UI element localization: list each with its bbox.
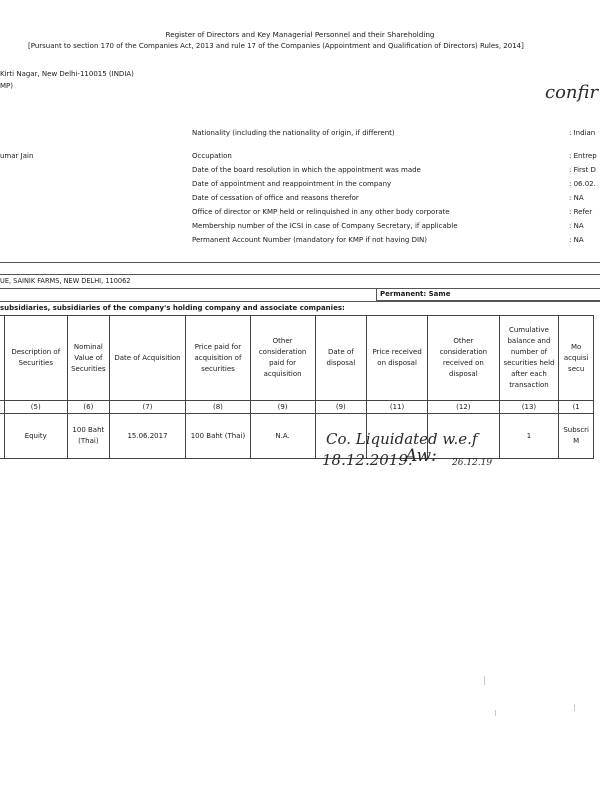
present-address: UE, SAINIK FARMS, NEW DELHI, 110062	[0, 277, 131, 285]
table-header-cell: Price received on disposal	[367, 316, 428, 401]
detail-value: : NA	[569, 222, 584, 230]
column-number: (5)	[4, 401, 68, 414]
column-number: (13)	[499, 401, 559, 414]
detail-value: : First D	[569, 166, 596, 174]
handwritten-liquidated-note: Co. Liquidated w.e.f	[326, 430, 478, 448]
handwritten-liquidated-date: 18.12.2019.	[322, 451, 413, 469]
table-cell: Equity	[4, 414, 68, 459]
scan-speck	[495, 710, 496, 716]
detail-value: : NA	[569, 194, 584, 202]
column-number: (9)	[250, 401, 315, 414]
table-header-cell: Date of Acquisition	[109, 316, 186, 401]
detail-label: Occupation	[192, 152, 232, 160]
table-header-cell: Cumulative balance and number of securities held after each transaction	[499, 316, 559, 401]
table-cell: Subscri M	[559, 414, 594, 459]
table-header-cell: Other consideration received on disposal	[428, 316, 499, 401]
table-header-cell: Mo acquisi secu	[559, 316, 594, 401]
detail-value: : Indian	[569, 129, 596, 137]
table-cell: 1	[499, 414, 559, 459]
handwritten-signature-date: 26.12.19	[452, 458, 493, 468]
detail-label: Permanent Account Number (mandatory for KMP if not having DIN)	[192, 236, 427, 244]
detail-label: Date of appointment and reappointment in the company	[192, 180, 392, 188]
register-title: Register of Directors and Key Managerial Personnel and their Shareholding	[165, 30, 435, 39]
kmp-label: MP)	[0, 82, 13, 90]
handwritten-confirm: confir	[545, 82, 599, 103]
table-header-cell: Price paid for acquisition of securities	[186, 316, 250, 401]
divider	[0, 301, 600, 302]
subsidiaries-heading: subsidiaries, subsidiaries of the company's holding company and associate companies:	[0, 304, 345, 312]
detail-value: : Refer	[569, 208, 593, 216]
table-header-cell: Other consideration paid for acquisition	[250, 316, 315, 401]
column-number: (6)	[68, 401, 110, 414]
scan-speck	[574, 704, 575, 711]
detail-label: Office of director or KMP held or relinquished in any other body corporate	[192, 208, 450, 216]
table-cell: 100 Baht (Thai)	[186, 414, 250, 459]
detail-value: : Entrep	[569, 152, 597, 160]
securities-table	[0, 315, 594, 459]
column-number: (9)	[315, 401, 367, 414]
handwritten-signature: Aw:	[405, 446, 437, 466]
scan-speck	[484, 676, 485, 685]
column-number: (11)	[367, 401, 428, 414]
detail-value: : 06.02.	[569, 180, 596, 188]
table-row	[0, 414, 594, 459]
divider	[0, 262, 600, 263]
company-address: Kirti Nagar, New Delhi-110015 (INDIA)	[0, 70, 134, 78]
table-cell: N.A.	[250, 414, 315, 459]
table-cell: 15.06.2017	[109, 414, 186, 459]
table-cell: 100 Baht (Thai)	[68, 414, 110, 459]
divider	[0, 274, 600, 275]
director-name: umar Jain	[0, 152, 34, 160]
detail-label: Date of the board resolution in which the appointment was made	[192, 166, 421, 174]
permanent-address: Permanent: Same	[380, 290, 451, 298]
detail-label: Membership number of the ICSI in case of Company Secretary, if applicable	[192, 222, 458, 230]
table-header-cell: Nominal Value of Securities	[68, 316, 110, 401]
table-header-cell: Description of Securities	[4, 316, 68, 401]
table-column-number-row	[0, 401, 594, 414]
register-subtitle: [Pursuant to section 170 of the Companies Act, 2013 and rule 17 of the Companies (Appointment and Qualification of Directors) Rules, 2014]	[28, 42, 524, 50]
column-number: (7)	[109, 401, 186, 414]
column-number: (1	[559, 401, 594, 414]
detail-label: Nationality (including the nationality of origin, if different)	[192, 129, 395, 137]
column-number: (12)	[428, 401, 499, 414]
table-header-row	[0, 316, 594, 401]
table-header-cell: Date of disposal	[315, 316, 367, 401]
detail-label: Date of cessation of office and reasons therefor	[192, 194, 359, 202]
column-number: (8)	[186, 401, 250, 414]
detail-value: : NA	[569, 236, 584, 244]
